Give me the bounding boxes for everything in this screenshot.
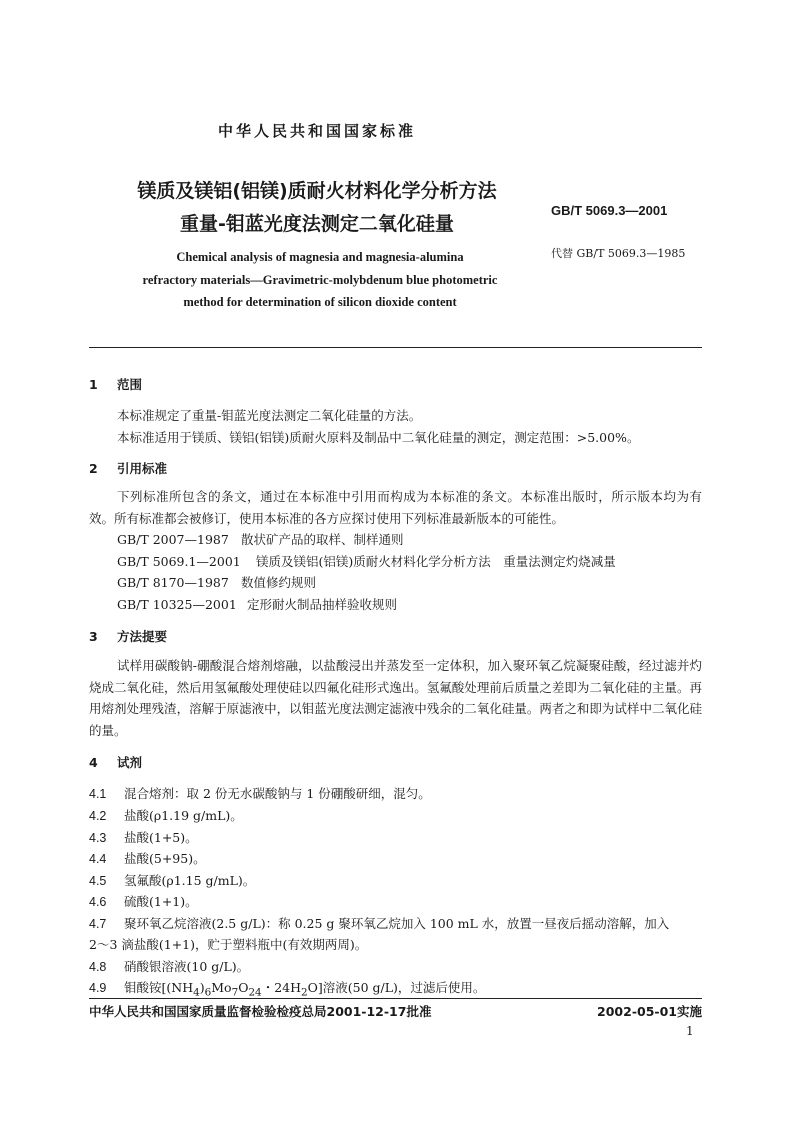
reagent-number: 4.5 bbox=[89, 874, 107, 888]
reference-title: 镁质及镁铝(铝镁)质耐火材料化学分析方法 重量法测定灼烧减量 bbox=[256, 554, 616, 569]
implementation-date: 2002-05-01实施 bbox=[597, 1004, 702, 1019]
section-4-number: 4 bbox=[89, 755, 98, 770]
reagent-text: 盐酸(1+5)。 bbox=[124, 830, 198, 845]
reference-item bbox=[117, 595, 397, 613]
reference-code: GB/T 2007—1987 bbox=[117, 532, 229, 547]
section-1-heading bbox=[89, 375, 142, 393]
reagent-text: 硫酸(1+1)。 bbox=[124, 894, 198, 909]
reagent-item bbox=[89, 957, 249, 975]
reference-code: GB/T 10325—2001 bbox=[117, 597, 237, 612]
reagent-item bbox=[89, 978, 485, 999]
reagent-text: 盐酸(5+95)。 bbox=[124, 851, 206, 866]
reference-item bbox=[117, 552, 616, 570]
reagent-text: 盐酸(ρ1.19 g/mL)。 bbox=[124, 808, 243, 823]
section-3-number: 3 bbox=[89, 629, 98, 644]
reagent-number: 4.1 bbox=[89, 787, 107, 801]
reagent-number: 4.6 bbox=[89, 895, 107, 909]
title-cn-line1: 镁质及镁铝(铝镁)质耐火材料化学分析方法 bbox=[137, 180, 497, 202]
page-number: 1 bbox=[686, 1024, 694, 1038]
reference-item bbox=[117, 573, 316, 591]
reagent-text-continuation: 2～3 滴盐酸(1+1)，贮于塑料瓶中(有效期两周)。 bbox=[89, 937, 368, 952]
replaces-standard: 代替 GB/T 5069.3—1985 bbox=[551, 247, 686, 260]
reagent-text: 氢氟酸(ρ1.15 g/mL)。 bbox=[124, 873, 256, 888]
section-4-title: 试剂 bbox=[117, 755, 143, 770]
title-en-line3: method for determination of silicon dioxide content bbox=[183, 295, 457, 309]
reagent-number: 4.8 bbox=[89, 960, 107, 974]
section-2-title: 引用标准 bbox=[117, 461, 168, 476]
reagent-item bbox=[89, 828, 198, 846]
title-en-line2: refractory materials—Gravimetric-molybdenum blue photometric bbox=[142, 273, 498, 287]
reagent-number: 4.2 bbox=[89, 809, 107, 823]
reagent-text: 混合熔剂：取 2 份无水碳酸钠与 1 份硼酸研细，混匀。 bbox=[124, 786, 431, 801]
reference-code: GB/T 5069.1—2001 bbox=[117, 554, 241, 569]
title-en-line1: Chemical analysis of magnesia and magnesia-alumina bbox=[176, 250, 464, 264]
reagent-item bbox=[89, 806, 243, 824]
reagent-item bbox=[89, 892, 198, 910]
reagent-item bbox=[89, 784, 431, 802]
reagent-text: 聚环氧乙烷溶液(2.5 g/L)：称 0.25 g 聚环氧乙烷加入 100 mL 水，放置一昼夜后摇动溶解，加入 bbox=[124, 916, 670, 931]
reference-title: 定形耐火制品抽样验收规则 bbox=[247, 597, 398, 612]
section-3-heading bbox=[89, 627, 167, 645]
section-1-line-1: 本标准规定了重量-钼蓝光度法测定二氧化硅量的方法。 bbox=[117, 408, 422, 423]
reagent-text: 硝酸银溶液(10 g/L)。 bbox=[124, 959, 250, 974]
reference-code: GB/T 8170—1987 bbox=[117, 575, 229, 590]
reagent-item bbox=[89, 849, 206, 867]
section-1-line-2: 本标准适用于镁质、镁铝(铝镁)质耐火原料及制品中二氧化硅量的测定，测定范围：>5.00%。 bbox=[117, 430, 640, 445]
reagent-number: 4.9 bbox=[89, 981, 107, 995]
section-2-number: 2 bbox=[89, 461, 98, 476]
reagent-number: 4.7 bbox=[89, 917, 107, 931]
reference-item bbox=[117, 530, 404, 548]
footer-divider bbox=[89, 998, 702, 999]
section-3-title: 方法提要 bbox=[117, 629, 168, 644]
section-1-title: 范围 bbox=[117, 377, 143, 392]
national-standard-label: 中华人民共和国国家标准 bbox=[217, 122, 416, 140]
standard-number: GB/T 5069.3—2001 bbox=[551, 203, 668, 218]
title-cn-line2: 重量-钼蓝光度法测定二氧化硅量 bbox=[180, 213, 454, 235]
reference-title: 散状矿产品的取样、制样通则 bbox=[241, 532, 404, 547]
approval-info: 中华人民共和国国家质量监督检验检疫总局2001-12-17批准 bbox=[89, 1004, 432, 1019]
section-2-intro: 下列标准所包含的条文，通过在本标准中引用而构成为本标准的条文。本标准出版时，所示版本均为有效。所有标准都会被修订，使用本标准的各方应探讨使用下列标准最新版本的可能性。 bbox=[89, 489, 702, 526]
section-1-number: 1 bbox=[89, 377, 98, 392]
reagent-number: 4.4 bbox=[89, 852, 107, 866]
header-divider bbox=[89, 347, 702, 348]
reference-title: 数值修约规则 bbox=[241, 575, 317, 590]
section-4-heading bbox=[89, 753, 142, 771]
reagent-formula: 钼酸铵[$(NH_4)_6Mo_7O_{24}$・$24H_2O$]溶液(50 g/L)，过滤后使用。 bbox=[124, 980, 486, 999]
reagent-item bbox=[89, 871, 255, 889]
reagent-number: 4.3 bbox=[89, 831, 107, 845]
section-2-heading bbox=[89, 459, 167, 477]
reagent-item bbox=[89, 914, 669, 932]
section-3-text: 试样用碳酸钠-硼酸混合熔剂熔融，以盐酸浸出并蒸发至一定体积，加入聚环氧乙烷凝聚硅酸，经过滤并灼烧成二氧化硅，然后用氢氟酸处理使硅以四氟化硅形式逸出。氢氟酸处理前后质量之差即为二氧化硅的主量。再用熔剂处理残渣，溶解于原滤液中，以钼蓝光度法测定滤液中残余的二氧化硅量。两者之和即为试样中二氧化硅的量。 bbox=[89, 658, 702, 738]
